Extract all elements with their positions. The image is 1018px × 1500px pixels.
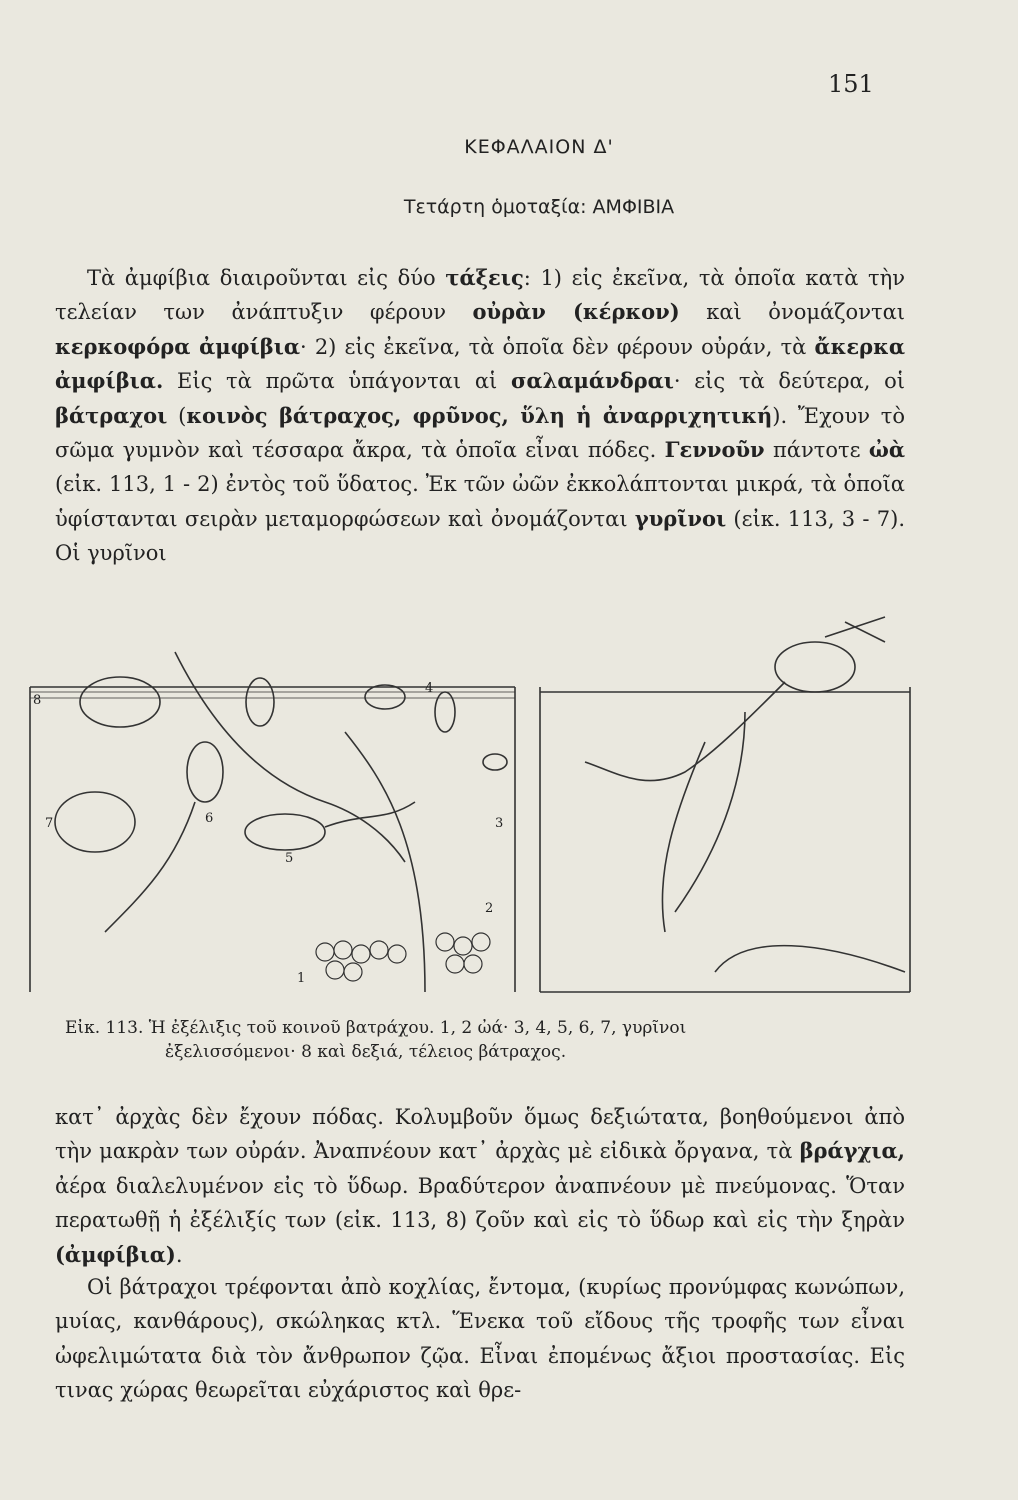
figure-label: 7: [45, 816, 54, 831]
figure-label: 6: [205, 811, 214, 826]
figure-label: 2: [485, 901, 494, 916]
figure-label: 8: [33, 693, 42, 708]
section-subtitle: Τετάρτη ὁμοταξία: ΑΜΦΙΒΙΑ: [403, 196, 675, 218]
figure-caption: Εἰκ. 113. Ἡ ἐξέλιξις τοῦ κοινοῦ βατράχου. 1, 2 ὠά· 3, 4, 5, 6, 7, γυρῖνοι ἐξελισσόμενοι· 8 καὶ δεξιά, τέλειος βάτραχος.: [65, 1018, 687, 1062]
chapter-heading: ΚΕΦΑΛΑΙΟΝ Δ': [464, 136, 614, 158]
frog-lifecycle-illustration: [25, 612, 915, 1012]
page-number: 151: [828, 70, 874, 98]
figure-label: 4: [425, 681, 434, 696]
figure-label: 1: [297, 971, 306, 986]
paragraph-2: κατ᾽ ἀρχὰς δὲν ἔχουν πόδας. Κολυμβοῦν ὅμως δεξιώτατα, βοηθούμενοι ἀπὸ τὴν μακρὰν των οὐράν. Ἀναπνέουν κατ᾽ ἀρχὰς μὲ εἰδικὰ ὄργανα, τὰ βράγχια, ἀέρα διαλελυμένον εἰς τὸ ὕδωρ. Βραδύτερον ἀναπνέουν μὲ πνεύμονας. Ὅταν περατωθῇ ἡ ἐξέλιξίς των (εἰκ. 113, 8) ζοῦν καὶ εἰς τὸ ὕδωρ καὶ εἰς τὴν ξηρὰν (ἀμφίβια).: [55, 1105, 905, 1267]
figure-label: 5: [285, 851, 294, 866]
paragraph-3: Οἱ βάτραχοι τρέφονται ἀπὸ κοχλίας, ἔντομα, (κυρίως προνύμφας κωνώπων, μυίας, κανθάρους), σκώληκας κτλ. Ἕνεκα τοῦ εἴδους τῆς τροφῆς των εἶναι ὠφελιμώτατα διὰ τὸν ἄνθρωπον ζῷα. Εἶναι ἐπομένως ἄξιοι προστασίας. Εἰς τινας χώρας θεωρεῖται εὐχάριστος καὶ θρε-: [55, 1275, 905, 1403]
paragraph-1: Τὰ ἀμφίβια διαιροῦνται εἰς δύο τάξεις: 1) εἰς ἐκεῖνα, τὰ ὁποῖα κατὰ τὴν τελείαν των ἀνάπτυξιν φέρουν οὐρὰν (κέρκον) καὶ ὀνομάζονται κερκοφόρα ἀμφίβια· 2) εἰς ἐκεῖνα, τὰ ὁποῖα δὲν φέρουν οὐράν, τὰ ἄκερκα ἀμφίβια. Εἰς τὰ πρῶτα ὑπάγονται αἱ σαλαμάνδραι· εἰς τὰ δεύτερα, οἱ βάτραχοι (κοινὸς βάτραχος, φρῦνος, ὕλη ἡ ἀναρριχητική). Ἔχουν τὸ σῶμα γυμνὸν καὶ τέσσαρα ἄκρα, τὰ ὁποῖα εἶναι πόδες. Γεννοῦν πάντοτε ὠὰ (εἰκ. 113, 1 - 2) ἐντὸς τοῦ ὕδατος. Ἐκ τῶν ὠῶν ἐκκολάπτονται μικρά, τὰ ὁποῖα ὑφίστανται σειρὰν μεταμορφώσεων καὶ ὀνομάζονται γυρῖνοι (εἰκ. 113, 3 - 7). Οἱ γυρῖνοι: [55, 265, 906, 566]
figure-label: 3: [495, 816, 504, 831]
